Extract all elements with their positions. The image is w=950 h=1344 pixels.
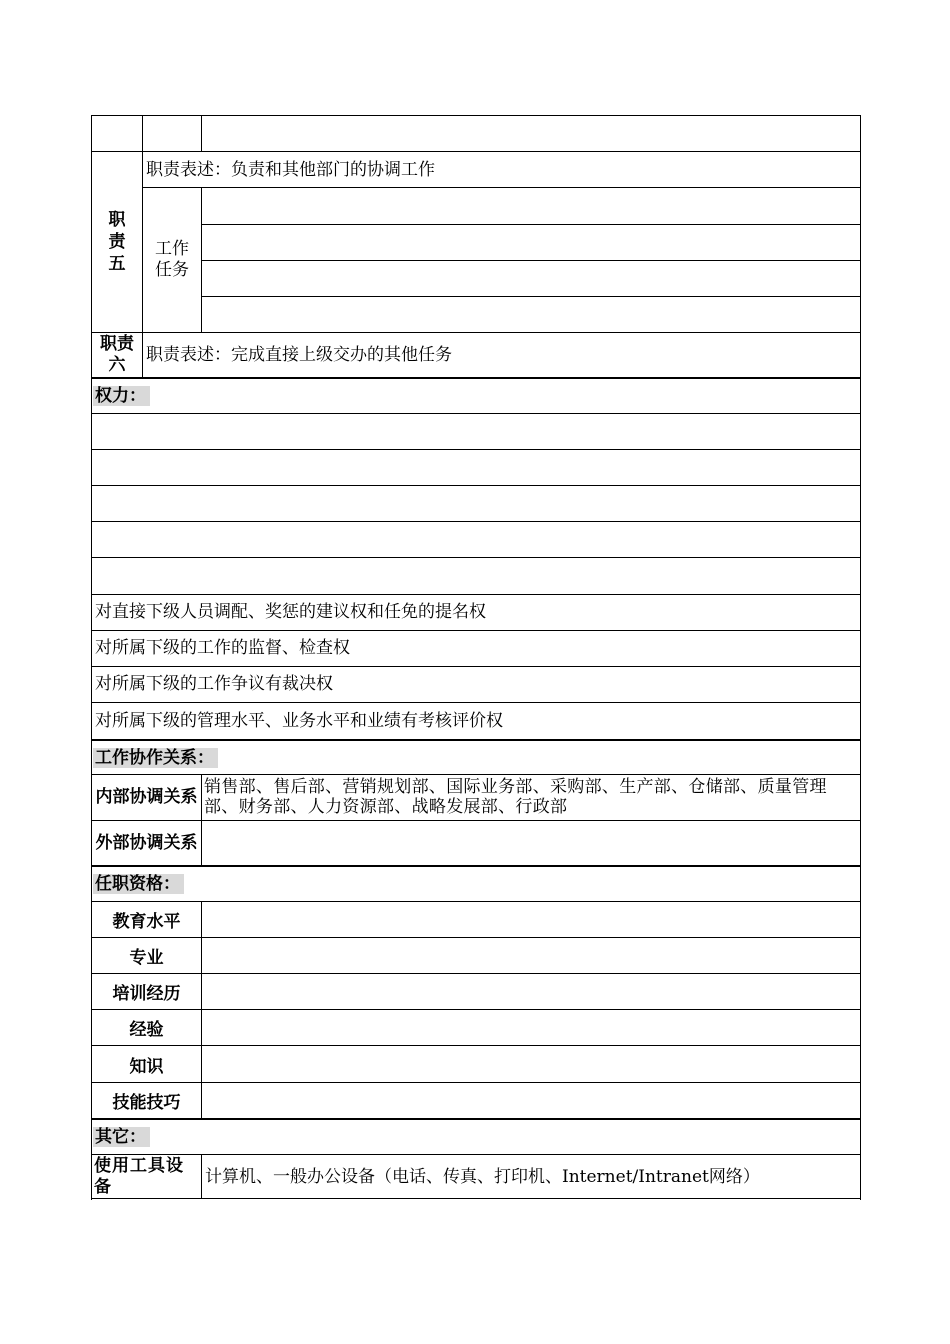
internal-relations-value: 销售部、售后部、营销规划部、国际业务部、采购部、生产部、仓储部、质量管理部、财务部、人力资源部、战略发展部、行政部 — [204, 777, 827, 817]
qualifications-section-header: 任职资格： — [93, 867, 184, 901]
authority-item: 对所属下级的管理水平、业务水平和业绩有考核评价权 — [95, 710, 503, 731]
internal-relations-label: 内部协调关系 — [95, 787, 198, 807]
external-relations-value — [202, 821, 860, 865]
duty5-description: 职责表述：负责和其他部门的协调工作 — [146, 159, 435, 180]
external-relations-label: 外部协调关系 — [95, 832, 198, 853]
qualification-label-experience: 经验 — [129, 1020, 164, 1040]
job-description-table — [91, 115, 861, 1200]
authority-item: 对直接下级人员调配、奖惩的建议权和任免的提名权 — [95, 602, 486, 622]
qualification-label-skills: 技能技巧 — [112, 1093, 181, 1113]
qualification-label-education: 教育水平 — [112, 912, 181, 932]
tools-value: 计算机、一般办公设备（电话、传真、打印机、Internet/Intranet网络） — [205, 1166, 760, 1187]
authority-item: 对所属下级的工作的监督、检查权 — [95, 638, 350, 658]
qualification-label-knowledge: 知识 — [129, 1056, 164, 1077]
authority-section-header: 权力： — [93, 379, 150, 413]
qualification-label-training: 培训经历 — [112, 984, 181, 1004]
tools-label: 使用工具设备 — [94, 1156, 184, 1197]
relations-section-header: 工作协作关系： — [93, 741, 218, 774]
duty5-label: 职责五 — [108, 209, 126, 274]
other-section-header: 其它： — [93, 1120, 150, 1154]
qualification-label-major: 专业 — [129, 948, 164, 968]
duty6-label: 职责六 — [100, 334, 134, 375]
duty6-description: 职责表述：完成直接上级交办的其他任务 — [146, 345, 452, 365]
duty5-tasks-label: 工作任务 — [155, 239, 189, 280]
authority-item: 对所属下级的工作争议有裁决权 — [95, 674, 333, 694]
